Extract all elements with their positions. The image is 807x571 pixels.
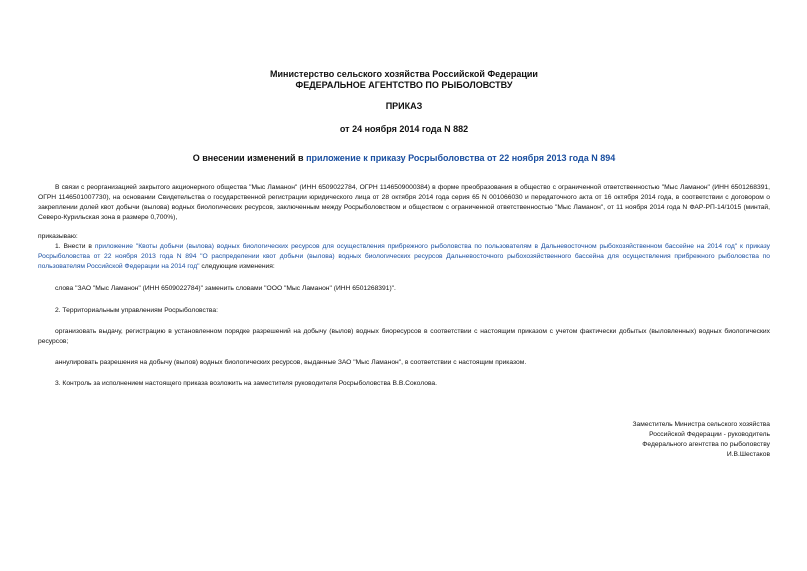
document-title [38, 153, 770, 164]
agency-name: ФЕДЕРАЛЬНОЕ АГЕНТСТВО ПО РЫБОЛОВСТВУ [295, 80, 513, 90]
order-date: от 24 ноября 2014 года N 882 [339, 124, 469, 134]
document-page [38, 0, 770, 571]
appendix-link[interactable]: приложение "Квоты добычи (вылова) водных биологических ресурсов для осуществления прибрежного рыболовства по пользователям в Дальневосточном рыбохозяйственном бассейне на 2014 год" к приказу Росрыболовства от 22 ноября 2013 года N 894 "О распределении квот добычи (вылова) водных биологических ресурсов Дальневосточного рыбохозяйственного бассейна для осуществления прибрежного рыболовства по пользователям Российской Федерации на 2014 год" [38, 243, 770, 270]
decree-item-1-text [38, 242, 770, 272]
replacement-paragraph: слова "ЗАО "Мыс Ламанон" (ИНН 6509022784)" заменить словами "ООО "Мыс Ламанон" (ИНН 6501268391)". [55, 285, 396, 292]
signer-title-line-1: Заместитель Министра сельского хозяйства [632, 421, 770, 428]
preamble-paragraph: В связи с реорганизацией закрытого акционерного общества "Мыс Ламанон" (ИНН 6509022784, ОГРН 1146509000384) в форме преобразования в общество с ограниченной ответственностью "Мыс Ламанон" (ИНН 6501268391, ОГРН 1146501007730), на основании Свидетельства о государственной регистрации юридического лица от 28 октября 2014 года серия 65 N 001066030 и передаточного акта от 16 октября 2014 года, в соответствии с договором о закреплении долей квот добычи (вылова) водных биологических ресурсов, заключенным между Росрыболовством и обществом с ограниченной ответственностью "Мыс Ламанон", от 11 ноября 2014 года N ФАР-РП-14/1015 (минтай, Северо-Курильская зона в размере 0,700%), [38, 184, 770, 221]
signer-title-line-2: Российской Федерации - руководитель [649, 431, 770, 438]
cancel-permits-paragraph: аннулировать разрешения на добычу (вылов) водных биологических ресурсов, выданные ЗАО "Мыс Ламанон", в соответствии с настоящим приказом. [55, 359, 527, 366]
item-1-suffix: следующие изменения: [199, 263, 275, 270]
ministry-name: Министерство сельского хозяйства Российской Федерации [270, 69, 538, 79]
order-heading: ПРИКАЗ [385, 101, 423, 111]
signature-block [470, 420, 770, 460]
item-1-prefix: 1. Внести в [55, 243, 95, 250]
decree-item-3: 3. Контроль за исполнением настоящего приказа возложить на заместителя руководителя Росрыболовства В.В.Соколова. [55, 380, 438, 387]
signer-title-line-3: Федерального агентства по рыболовству [642, 441, 770, 448]
title-link[interactable]: приложение к приказу Росрыболовства от 22 ноября 2013 года N 894 [306, 153, 616, 163]
decree-item-1 [38, 232, 770, 272]
title-prefix: О внесении изменений в [192, 153, 307, 163]
issue-permits-paragraph: организовать выдачу, регистрацию в установленном порядке разрешений на добычу (вылов) водных биоресурсов в соответствии с настоящим приказом с учетом фактически добытых (выловленных) водных биологических ресурсов; [38, 328, 770, 345]
signer-name: И.В.Шестаков [726, 451, 770, 458]
decree-label: приказываю: [38, 233, 78, 240]
decree-item-2: 2. Территориальным управлениям Росрыболовства: [55, 307, 218, 314]
